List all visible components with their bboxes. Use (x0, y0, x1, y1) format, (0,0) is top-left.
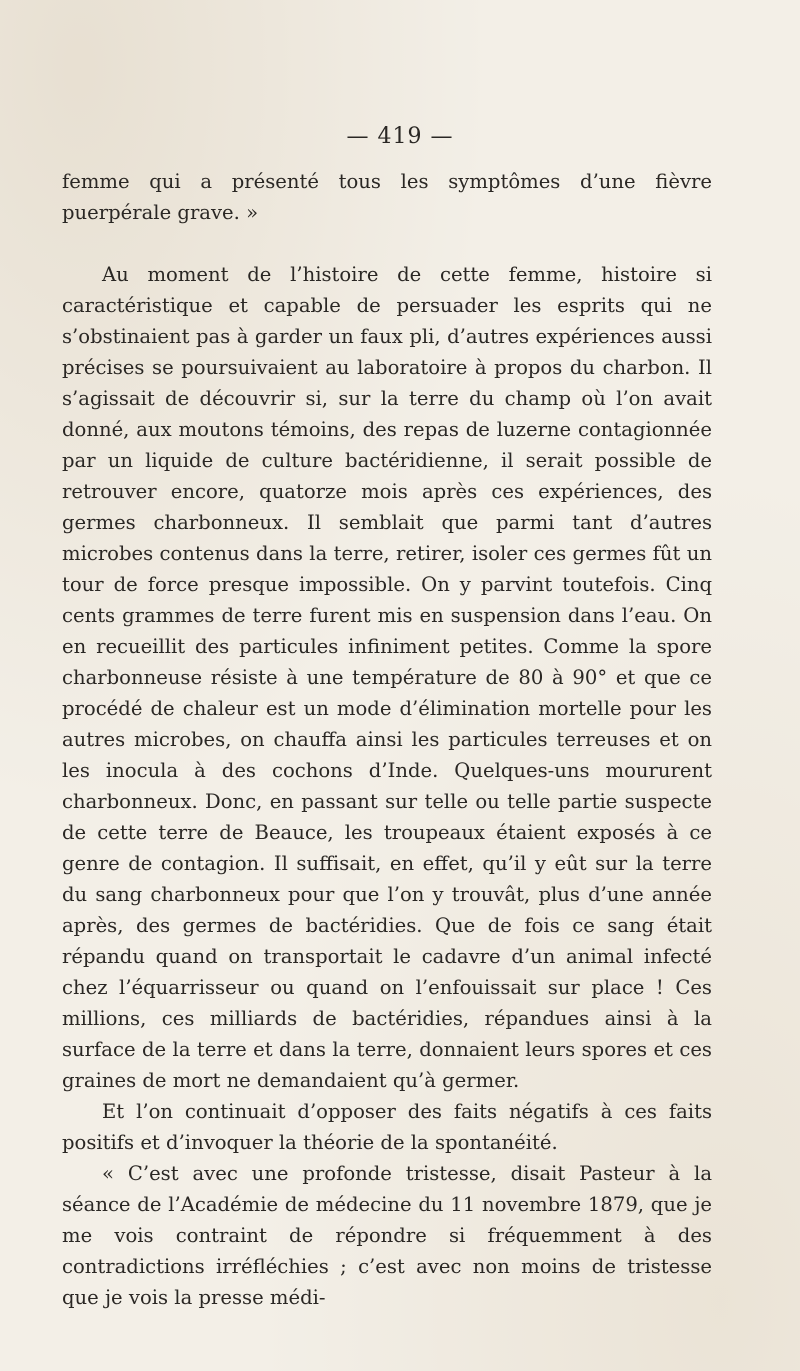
body-text (62, 166, 712, 1313)
paragraph-charbon-experiment: Au moment de l’histoire de cette femme, histoire si caractéristique et capable de persuader les esprits qui ne s’obstinaient pas à garder un faux pli, d’autres expériences aussi précises se poursuivaient au laboratoire à propos du charbon. Il s’agissait de découvrir si, sur la terre du champ où l’on avait donné, aux moutons témoins, des repas de luzerne contagionnée par un liquide de culture bactéridienne, il serait possible de retrouver encore, quatorze mois après ces expériences, des germes charbonneux. Il semblait que parmi tant d’autres microbes contenus dans la terre, retirer, isoler ces germes fût un tour de force presque impossible. On y parvint toutefois. Cinq cents grammes de terre furent mis en suspension dans l’eau. On en recueillit des particules infiniment petites. Comme la spore charbonneuse résiste à une température de 80 à 90° et que ce procédé de chaleur est un mode d’élimination mortelle pour les autres microbes, on chauffa ainsi les particules terreuses et on les inocula à des cochons d’Inde. Quelques-uns moururent charbonneux. Donc, en passant sur telle ou telle partie suspecte de cette terre de Beauce, les troupeaux étaient exposés à ce genre de contagion. Il suffisait, en effet, qu’il y eût sur la terre du sang charbonneux pour que l’on y trouvât, plus d’une année après, des germes de bactéridies. Que de fois ce sang était répandu quand on transportait le cadavre d’un animal infecté chez l’équarrisseur ou quand on l’enfouissait sur place ! Ces millions, ces milliards de bactéridies, répandues ainsi à la surface de la terre et dans la terre, donnaient leurs spores et ces graines de mort ne demandaient qu’à germer. (62, 263, 712, 1092)
page-number: — 419 — (346, 124, 454, 149)
paragraph-negative-facts: Et l’on continuait d’opposer des faits négatifs à ces faits positifs et d’invoquer la théorie de la spontanéité. (62, 1100, 712, 1154)
paragraph-continuation: femme qui a présenté tous les symptômes d’une fièvre puerpérale grave. » (62, 170, 712, 224)
paragraph-pasteur-quote: « C’est avec une profonde tristesse, disait Pasteur à la séance de l’Académie de médecine du 11 novembre 1879, que je me vois contraint de répondre si fréquemment à des contradictions irréfléchies ; c’est avec non moins de tristesse que je vois la presse médi- (62, 1162, 712, 1309)
